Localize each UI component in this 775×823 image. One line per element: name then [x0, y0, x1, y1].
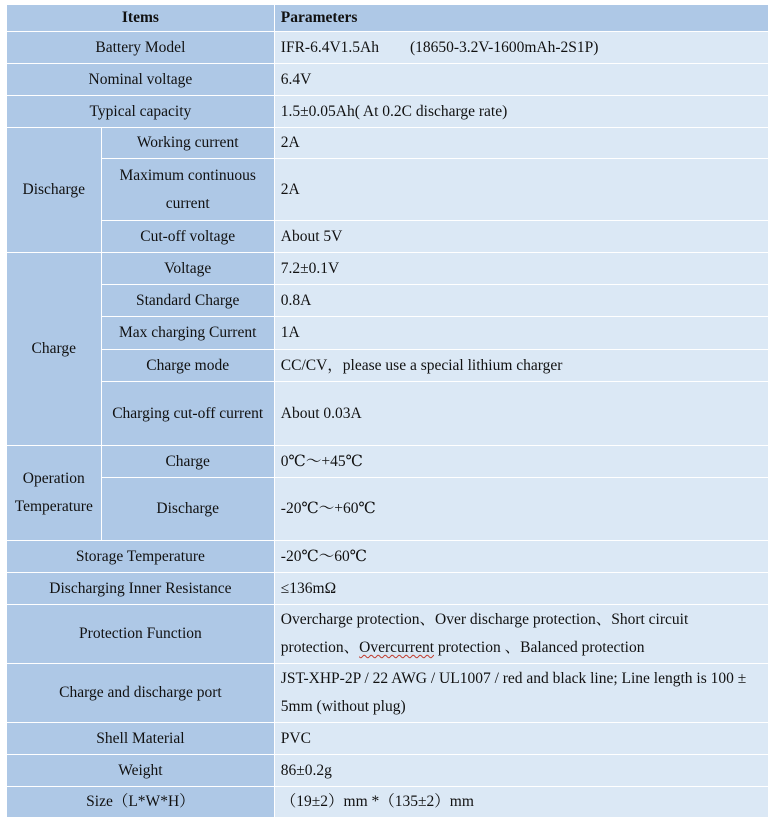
row-value-shell-material: PVC [274, 723, 768, 755]
row-label-cutoff-voltage: Cut-off voltage [101, 221, 274, 253]
row-value-charging-cutoff-current: About 0.03A [274, 382, 768, 446]
row-value-charge-mode: CC/CV，please use a special lithium charger [274, 350, 768, 382]
row-value-max-continuous-current: 2A [274, 159, 768, 221]
row-label-storage-temperature: Storage Temperature [7, 541, 275, 573]
header-items: Items [7, 5, 275, 32]
table-row [7, 605, 769, 664]
table-row [7, 221, 769, 253]
table-row [7, 253, 769, 285]
row-value-max-charging-current: 1A [274, 317, 768, 350]
table-row [7, 285, 769, 317]
row-label-shell-material: Shell Material [7, 723, 275, 755]
row-value-working-current: 2A [274, 128, 768, 159]
table-row [7, 446, 769, 478]
row-value-charge-voltage: 7.2±0.1V [274, 253, 768, 285]
row-label-op-temp-discharge: Discharge [101, 478, 274, 541]
table-row [7, 755, 769, 787]
table-row [7, 64, 769, 96]
table-row [7, 382, 769, 446]
row-value-protection-function [274, 605, 768, 664]
row-label-charging-cutoff-current: Charging cut-off current [101, 382, 274, 446]
row-label-battery-model: Battery Model [7, 32, 275, 64]
table-row [7, 159, 769, 221]
row-label-op-temp-charge: Charge [101, 446, 274, 478]
row-label-max-charging-current: Max charging Current [101, 317, 274, 350]
table-row [7, 664, 769, 723]
row-label-port: Charge and discharge port [7, 664, 275, 723]
row-label-inner-resistance: Discharging Inner Resistance [7, 573, 275, 605]
row-label-weight: Weight [7, 755, 275, 787]
row-value-battery-model: IFR-6.4V1.5Ah (18650-3.2V-1600mAh-2S1P) [274, 32, 768, 64]
row-label-protection-function: Protection Function [7, 605, 275, 664]
header-parameters: Parameters [274, 5, 768, 32]
table-header-row [7, 5, 769, 32]
row-value-cutoff-voltage: About 5V [274, 221, 768, 253]
row-label-standard-charge: Standard Charge [101, 285, 274, 317]
table-row [7, 317, 769, 350]
row-label-charge-voltage: Voltage [101, 253, 274, 285]
row-label-max-continuous-current: Maximum continuous current [101, 159, 274, 221]
table-row [7, 128, 769, 159]
row-label-charge-mode: Charge mode [101, 350, 274, 382]
row-value-storage-temperature: -20℃～60℃ [274, 541, 768, 573]
table-row [7, 32, 769, 64]
row-value-size: （19±2）mm *（135±2）mm [274, 787, 768, 818]
group-label-operation-temperature: Operation Temperature [7, 446, 102, 541]
row-label-working-current: Working current [101, 128, 274, 159]
protection-text-part1: Overcharge protection、Over discharge protection、Short circuit protection、 [280, 611, 689, 656]
table-row [7, 573, 769, 605]
table-row [7, 723, 769, 755]
row-value-standard-charge: 0.8A [274, 285, 768, 317]
table-row [7, 787, 769, 818]
row-value-port: JST-XHP-2P / 22 AWG / UL1007 / red and black line; Line length is 100 ± 5mm (without plug) [274, 664, 768, 723]
protection-text-part2: protection 、Balanced protection [434, 639, 645, 656]
battery-spec-table [6, 4, 769, 818]
protection-text-overcurrent: Overcurrent [359, 639, 435, 656]
table-row [7, 350, 769, 382]
table-row [7, 541, 769, 573]
table-row [7, 478, 769, 541]
row-value-inner-resistance: ≤136mΩ [274, 573, 768, 605]
row-value-op-temp-discharge: -20℃～+60℃ [274, 478, 768, 541]
row-label-size: Size（L*W*H） [7, 787, 275, 818]
row-value-weight: 86±0.2g [274, 755, 768, 787]
row-value-nominal-voltage: 6.4V [274, 64, 768, 96]
table-row [7, 96, 769, 128]
row-label-nominal-voltage: Nominal voltage [7, 64, 275, 96]
row-label-typical-capacity: Typical capacity [7, 96, 275, 128]
group-label-charge: Charge [7, 253, 102, 446]
group-label-discharge: Discharge [7, 128, 102, 253]
row-value-op-temp-charge: 0℃～+45℃ [274, 446, 768, 478]
row-value-typical-capacity: 1.5±0.05Ah( At 0.2C discharge rate) [274, 96, 768, 128]
